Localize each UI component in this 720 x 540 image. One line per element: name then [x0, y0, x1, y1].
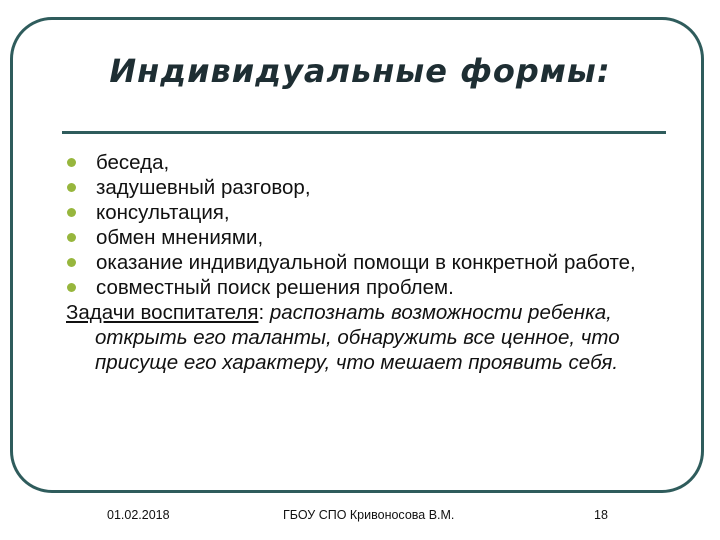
bullet-icon [67, 233, 76, 242]
slide-body [66, 150, 686, 375]
bullet-icon [67, 283, 76, 292]
list-item [66, 250, 686, 275]
tasks-colon: : [258, 301, 270, 324]
tasks-line-2: открыть его таланты, обнаружить все ценное, что [95, 326, 620, 349]
list-item-text: задушевный разговор, [96, 176, 311, 199]
tasks-lead: Задачи воспитателя [66, 301, 259, 324]
tasks-line-1: распознать возможности ребенка, [269, 301, 612, 324]
list-item-text: оказание индивидуальной помощи в конкретной работе, [96, 251, 636, 274]
list-item-text: беседа, [96, 151, 170, 174]
list-item-text: консультация, [96, 201, 230, 224]
list-item [66, 175, 686, 200]
bullet-icon [67, 158, 76, 167]
list-item [66, 200, 686, 225]
tasks-line-3: присуще его характеру, что мешает проявить себя. [95, 351, 619, 374]
list-item [66, 150, 686, 175]
list-item [66, 225, 686, 250]
bullet-icon [67, 258, 76, 267]
list-item-text: совместный поиск решения проблем. [96, 276, 454, 299]
footer-author: ГБОУ СПО Кривоносова В.М. [283, 508, 455, 522]
list-item [66, 275, 686, 300]
slide-title: Индивидуальные формы: [109, 52, 611, 90]
bullet-icon [67, 183, 76, 192]
bullet-icon [67, 208, 76, 217]
footer-page-number: 18 [594, 508, 608, 522]
title-divider [62, 131, 666, 134]
tasks-paragraph [66, 300, 686, 375]
list-item-text: обмен мнениями, [96, 226, 264, 249]
footer-date: 01.02.2018 [107, 508, 170, 522]
